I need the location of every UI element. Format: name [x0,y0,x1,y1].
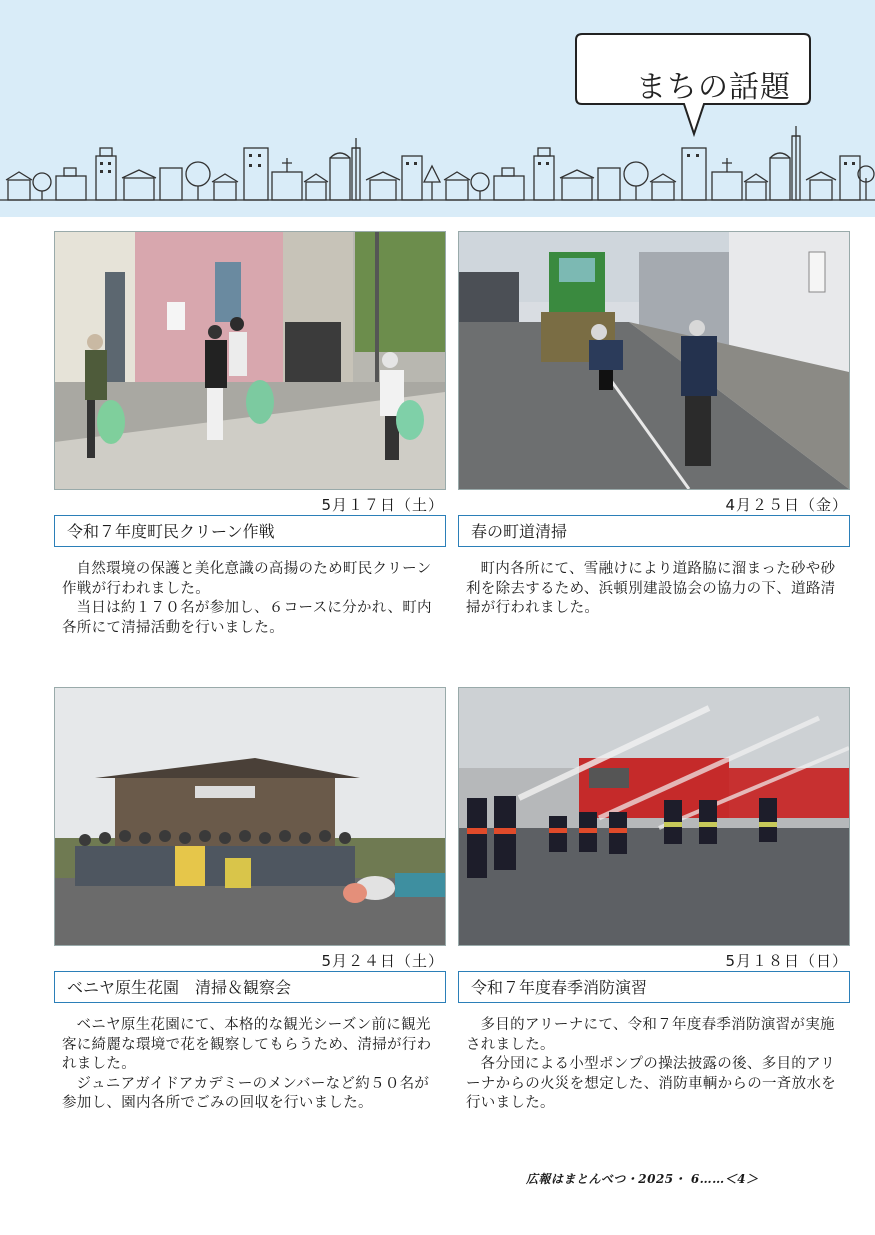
paragraph: 町内各所にて、雪融けにより道路脇に溜まった砂や砂利を除去するため、浜頓別建設協会の協力の下、道路清掃が行われました。 [466,561,836,616]
page-title: まちの話題 [636,70,791,105]
paragraph: 各分団による小型ポンプの操法披露の後、多目的アリーナからの火災を想定した、消防車輌からの一斉放水を行いました。 [466,1056,836,1111]
date-clean-up: 5月１７日（土） [321,496,444,514]
body-road-cleaning [466,560,846,619]
photo-benia-garden [54,687,446,946]
date-fire-drill: 5月１８日（日） [725,952,848,970]
title-clean-up: 令和７年度町民クリーン作戦 [54,515,446,547]
title-road-cleaning: 春の町道清掃 [458,515,850,547]
body-clean-up [62,560,442,638]
photo-clean-up [54,231,446,490]
paragraph: 多目的アリーナにて、令和７年度春季消防演習が実施されました。 [466,1017,835,1053]
page-footer: 広報はまとんべつ・2025・ 6……＜4＞ [526,1172,759,1186]
paragraph: ベニヤ原生花園にて、本格的な観光シーズン前に観光客に綺麗な環境で花を観察してもらうため、清掃が行われました。 [62,1017,432,1072]
body-fire-drill [466,1016,846,1114]
page-header [0,0,875,217]
paragraph: ジュニアガイドアカデミーのメンバーなど約５０名が参加し、園内各所でごみの回収を行いました。 [62,1075,430,1111]
paragraph: 当日は約１７０名が参加し、６コースに分かれ、町内各所にて清掃活動を行いました。 [62,600,432,636]
title-fire-drill: 令和７年度春季消防演習 [458,971,850,1003]
body-benia-garden [62,1016,442,1114]
photo-road-cleaning [458,231,850,490]
photo-fire-drill [458,687,850,946]
paragraph: 自然環境の保護と美化意識の高揚のため町民クリーン作戦が行われました。 [62,561,432,597]
date-road-cleaning: 4月２５日（金） [725,496,848,514]
title-benia-garden: ベニヤ原生花園 清掃＆観察会 [54,971,446,1003]
date-benia-garden: 5月２４日（土） [321,952,444,970]
